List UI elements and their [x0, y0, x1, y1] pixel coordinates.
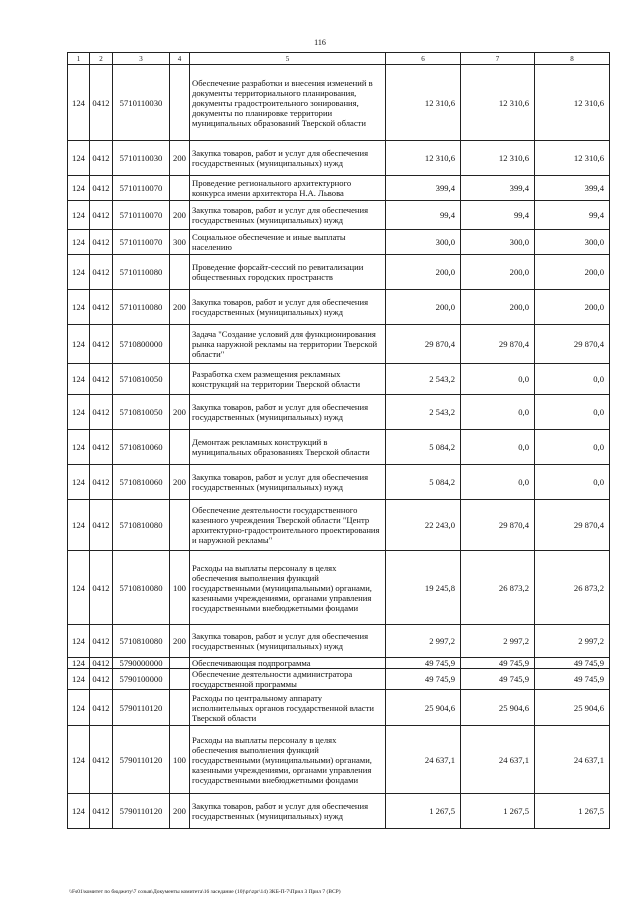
row-description: Закупка товаров, работ и услуг для обеспечения государственных (муниципальных) нужд — [190, 465, 386, 500]
page-number: 116 — [314, 38, 326, 47]
row-description: Закупка товаров, работ и услуг для обеспечения государственных (муниципальных) нужд — [190, 395, 386, 430]
row-amount-year-3: 1 267,5 — [535, 794, 610, 829]
row-amount-year-3: 24 637,1 — [535, 726, 610, 794]
column-number: 8 — [535, 53, 610, 65]
row-amount-year-2: 0,0 — [461, 364, 535, 395]
row-subsection-code: 0412 — [90, 325, 113, 364]
row-target-article: 5790110120 — [113, 690, 170, 726]
row-expense-type: 200 — [170, 395, 190, 430]
row-amount-year-3: 29 870,4 — [535, 500, 610, 551]
row-section-code: 124 — [68, 65, 90, 141]
table-row — [68, 430, 610, 465]
row-section-code: 124 — [68, 690, 90, 726]
row-target-article: 5710110070 — [113, 230, 170, 255]
row-description: Проведение форсайт-сессий по ревитализации общественных городских пространств — [190, 255, 386, 290]
row-description: Закупка товаров, работ и услуг для обеспечения государственных (муниципальных) нужд — [190, 141, 386, 176]
row-section-code: 124 — [68, 325, 90, 364]
row-amount-year-2: 29 870,4 — [461, 325, 535, 364]
row-subsection-code: 0412 — [90, 658, 113, 669]
row-expense-type: 200 — [170, 201, 190, 230]
row-amount-year-2: 300,0 — [461, 230, 535, 255]
row-expense-type — [170, 500, 190, 551]
row-amount-year-2: 399,4 — [461, 176, 535, 201]
row-amount-year-1: 49 745,9 — [386, 669, 461, 690]
table-row — [68, 176, 610, 201]
row-target-article: 5710110030 — [113, 141, 170, 176]
row-target-article: 5710800000 — [113, 325, 170, 364]
row-description: Обеспечение деятельности государственного казенного учреждения Тверской области "Центр архитектурно-градостроительного проектирования и наружной рекламы" — [190, 500, 386, 551]
row-amount-year-3: 200,0 — [535, 255, 610, 290]
row-section-code: 124 — [68, 658, 90, 669]
row-target-article: 5790110120 — [113, 794, 170, 829]
table-row — [68, 500, 610, 551]
row-description: Расходы на выплаты персоналу в целях обеспечения выполнения функций государственными (муниципальными) органами, казенными учреждениями, органами управления государственными внебюджетными фондами — [190, 551, 386, 625]
row-description: Задача "Создание условий для функционирования рынка наружной рекламы на территории Тверской области" — [190, 325, 386, 364]
row-amount-year-3: 0,0 — [535, 465, 610, 500]
table-row — [68, 325, 610, 364]
row-amount-year-1: 5 084,2 — [386, 465, 461, 500]
row-section-code: 124 — [68, 176, 90, 201]
row-expense-type: 200 — [170, 625, 190, 658]
row-description: Разработка схем размещения рекламных конструкций на территории Тверской области — [190, 364, 386, 395]
row-target-article: 5790000000 — [113, 658, 170, 669]
row-amount-year-2: 1 267,5 — [461, 794, 535, 829]
row-expense-type: 100 — [170, 726, 190, 794]
row-amount-year-2: 12 310,6 — [461, 141, 535, 176]
row-amount-year-3: 49 745,9 — [535, 658, 610, 669]
row-section-code: 124 — [68, 794, 90, 829]
row-amount-year-3: 25 904,6 — [535, 690, 610, 726]
row-subsection-code: 0412 — [90, 625, 113, 658]
row-subsection-code: 0412 — [90, 255, 113, 290]
row-amount-year-1: 300,0 — [386, 230, 461, 255]
table-row — [68, 395, 610, 430]
row-target-article: 5710810080 — [113, 500, 170, 551]
row-subsection-code: 0412 — [90, 395, 113, 430]
row-amount-year-1: 49 745,9 — [386, 658, 461, 669]
row-target-article: 5710810080 — [113, 551, 170, 625]
row-section-code: 124 — [68, 395, 90, 430]
table-row — [68, 255, 610, 290]
column-number: 5 — [190, 53, 386, 65]
row-amount-year-1: 25 904,6 — [386, 690, 461, 726]
row-amount-year-2: 25 904,6 — [461, 690, 535, 726]
column-number: 6 — [386, 53, 461, 65]
row-amount-year-2: 29 870,4 — [461, 500, 535, 551]
row-target-article: 5710810050 — [113, 395, 170, 430]
row-amount-year-1: 399,4 — [386, 176, 461, 201]
row-subsection-code: 0412 — [90, 669, 113, 690]
row-amount-year-3: 12 310,6 — [535, 65, 610, 141]
table-row — [68, 551, 610, 625]
row-subsection-code: 0412 — [90, 65, 113, 141]
table-row — [68, 364, 610, 395]
row-amount-year-3: 26 873,2 — [535, 551, 610, 625]
row-expense-type: 300 — [170, 230, 190, 255]
row-amount-year-2: 49 745,9 — [461, 658, 535, 669]
row-target-article: 5710110080 — [113, 290, 170, 325]
row-amount-year-2: 200,0 — [461, 290, 535, 325]
row-section-code: 124 — [68, 201, 90, 230]
row-subsection-code: 0412 — [90, 551, 113, 625]
table-row — [68, 658, 610, 669]
row-amount-year-2: 200,0 — [461, 255, 535, 290]
row-description: Обеспечение разработки и внесения изменений в документы территориального планирования, документы градостроительного зонирования, документы по планировке территории муниципальных образований Тверской области — [190, 65, 386, 141]
table-row — [68, 201, 610, 230]
table-row — [68, 625, 610, 658]
table-row — [68, 794, 610, 829]
row-subsection-code: 0412 — [90, 201, 113, 230]
row-amount-year-1: 2 543,2 — [386, 364, 461, 395]
row-subsection-code: 0412 — [90, 230, 113, 255]
row-description: Закупка товаров, работ и услуг для обеспечения государственных (муниципальных) нужд — [190, 625, 386, 658]
row-target-article: 5710110080 — [113, 255, 170, 290]
row-amount-year-2: 12 310,6 — [461, 65, 535, 141]
row-section-code: 124 — [68, 726, 90, 794]
row-amount-year-2: 49 745,9 — [461, 669, 535, 690]
row-subsection-code: 0412 — [90, 690, 113, 726]
row-amount-year-3: 2 997,2 — [535, 625, 610, 658]
row-amount-year-3: 300,0 — [535, 230, 610, 255]
row-section-code: 124 — [68, 669, 90, 690]
row-description: Расходы на выплаты персоналу в целях обеспечения выполнения функций государственными (муниципальными) органами, казенными учреждениями, органами управления государственными внебюджетными фондами — [190, 726, 386, 794]
row-amount-year-3: 399,4 — [535, 176, 610, 201]
row-amount-year-1: 2 997,2 — [386, 625, 461, 658]
budget-table — [67, 52, 610, 829]
row-subsection-code: 0412 — [90, 430, 113, 465]
row-expense-type — [170, 430, 190, 465]
row-expense-type — [170, 658, 190, 669]
row-section-code: 124 — [68, 551, 90, 625]
row-target-article: 5790110120 — [113, 726, 170, 794]
column-number: 1 — [68, 53, 90, 65]
row-target-article: 5710810050 — [113, 364, 170, 395]
row-amount-year-3: 29 870,4 — [535, 325, 610, 364]
row-expense-type: 200 — [170, 141, 190, 176]
row-amount-year-1: 12 310,6 — [386, 65, 461, 141]
row-expense-type — [170, 325, 190, 364]
table-row — [68, 726, 610, 794]
row-description: Обеспечивающая подпрограмма — [190, 658, 386, 669]
row-section-code: 124 — [68, 465, 90, 500]
table-row — [68, 465, 610, 500]
row-description: Закупка товаров, работ и услуг для обеспечения государственных (муниципальных) нужд — [190, 290, 386, 325]
row-subsection-code: 0412 — [90, 794, 113, 829]
row-amount-year-2: 26 873,2 — [461, 551, 535, 625]
row-subsection-code: 0412 — [90, 176, 113, 201]
row-target-article: 5710110030 — [113, 65, 170, 141]
row-section-code: 124 — [68, 625, 90, 658]
row-subsection-code: 0412 — [90, 141, 113, 176]
row-description: Социальное обеспечение и иные выплаты населению — [190, 230, 386, 255]
row-target-article: 5710810060 — [113, 465, 170, 500]
row-expense-type — [170, 255, 190, 290]
row-amount-year-3: 200,0 — [535, 290, 610, 325]
file-path-footer: \\Fs01\комитет по бюджету\7 созыв\Документы комитета\16 заседание (10)\pr\zpr\14) ЗКБ-П-7\Прил 3 Прил 7 (ВСР) — [69, 889, 341, 895]
row-amount-year-2: 2 997,2 — [461, 625, 535, 658]
row-amount-year-2: 0,0 — [461, 465, 535, 500]
row-amount-year-1: 29 870,4 — [386, 325, 461, 364]
row-amount-year-1: 5 084,2 — [386, 430, 461, 465]
column-number: 4 — [170, 53, 190, 65]
row-subsection-code: 0412 — [90, 290, 113, 325]
row-expense-type — [170, 364, 190, 395]
row-subsection-code: 0412 — [90, 726, 113, 794]
row-amount-year-1: 24 637,1 — [386, 726, 461, 794]
table-row — [68, 141, 610, 176]
row-amount-year-3: 49 745,9 — [535, 669, 610, 690]
row-expense-type: 200 — [170, 794, 190, 829]
row-amount-year-3: 0,0 — [535, 430, 610, 465]
row-amount-year-3: 99,4 — [535, 201, 610, 230]
row-amount-year-3: 0,0 — [535, 395, 610, 430]
row-expense-type — [170, 176, 190, 201]
row-target-article: 5790100000 — [113, 669, 170, 690]
row-amount-year-1: 1 267,5 — [386, 794, 461, 829]
row-description: Закупка товаров, работ и услуг для обеспечения государственных (муниципальных) нужд — [190, 201, 386, 230]
table-row — [68, 669, 610, 690]
row-target-article: 5710810060 — [113, 430, 170, 465]
row-amount-year-1: 2 543,2 — [386, 395, 461, 430]
row-subsection-code: 0412 — [90, 364, 113, 395]
column-number-row — [68, 53, 610, 65]
row-description: Проведение регионального архитектурного конкурса имени архитектора Н.А. Львова — [190, 176, 386, 201]
row-expense-type — [170, 65, 190, 141]
row-amount-year-2: 99,4 — [461, 201, 535, 230]
table-row — [68, 690, 610, 726]
row-target-article: 5710110070 — [113, 176, 170, 201]
row-amount-year-1: 200,0 — [386, 290, 461, 325]
table-row — [68, 290, 610, 325]
row-amount-year-1: 12 310,6 — [386, 141, 461, 176]
row-section-code: 124 — [68, 141, 90, 176]
row-amount-year-1: 200,0 — [386, 255, 461, 290]
row-section-code: 124 — [68, 500, 90, 551]
row-section-code: 124 — [68, 290, 90, 325]
row-section-code: 124 — [68, 364, 90, 395]
column-number: 3 — [113, 53, 170, 65]
row-expense-type: 200 — [170, 465, 190, 500]
row-expense-type: 200 — [170, 290, 190, 325]
row-section-code: 124 — [68, 230, 90, 255]
row-description: Расходы по центральному аппарату исполнительных органов государственной власти Тверской области — [190, 690, 386, 726]
column-number: 7 — [461, 53, 535, 65]
row-amount-year-1: 22 243,0 — [386, 500, 461, 551]
row-subsection-code: 0412 — [90, 500, 113, 551]
row-amount-year-2: 24 637,1 — [461, 726, 535, 794]
row-description: Закупка товаров, работ и услуг для обеспечения государственных (муниципальных) нужд — [190, 794, 386, 829]
row-amount-year-1: 99,4 — [386, 201, 461, 230]
row-target-article: 5710810080 — [113, 625, 170, 658]
row-amount-year-3: 12 310,6 — [535, 141, 610, 176]
row-amount-year-2: 0,0 — [461, 395, 535, 430]
column-number: 2 — [90, 53, 113, 65]
row-amount-year-3: 0,0 — [535, 364, 610, 395]
row-expense-type — [170, 690, 190, 726]
row-section-code: 124 — [68, 255, 90, 290]
row-description: Демонтаж рекламных конструкций в муниципальных образованиях Тверской области — [190, 430, 386, 465]
row-amount-year-2: 0,0 — [461, 430, 535, 465]
row-section-code: 124 — [68, 430, 90, 465]
row-expense-type: 100 — [170, 551, 190, 625]
table-row — [68, 230, 610, 255]
row-expense-type — [170, 669, 190, 690]
row-subsection-code: 0412 — [90, 465, 113, 500]
row-description: Обеспечение деятельности администратора государственной программы — [190, 669, 386, 690]
row-target-article: 5710110070 — [113, 201, 170, 230]
row-amount-year-1: 19 245,8 — [386, 551, 461, 625]
table-row — [68, 65, 610, 141]
